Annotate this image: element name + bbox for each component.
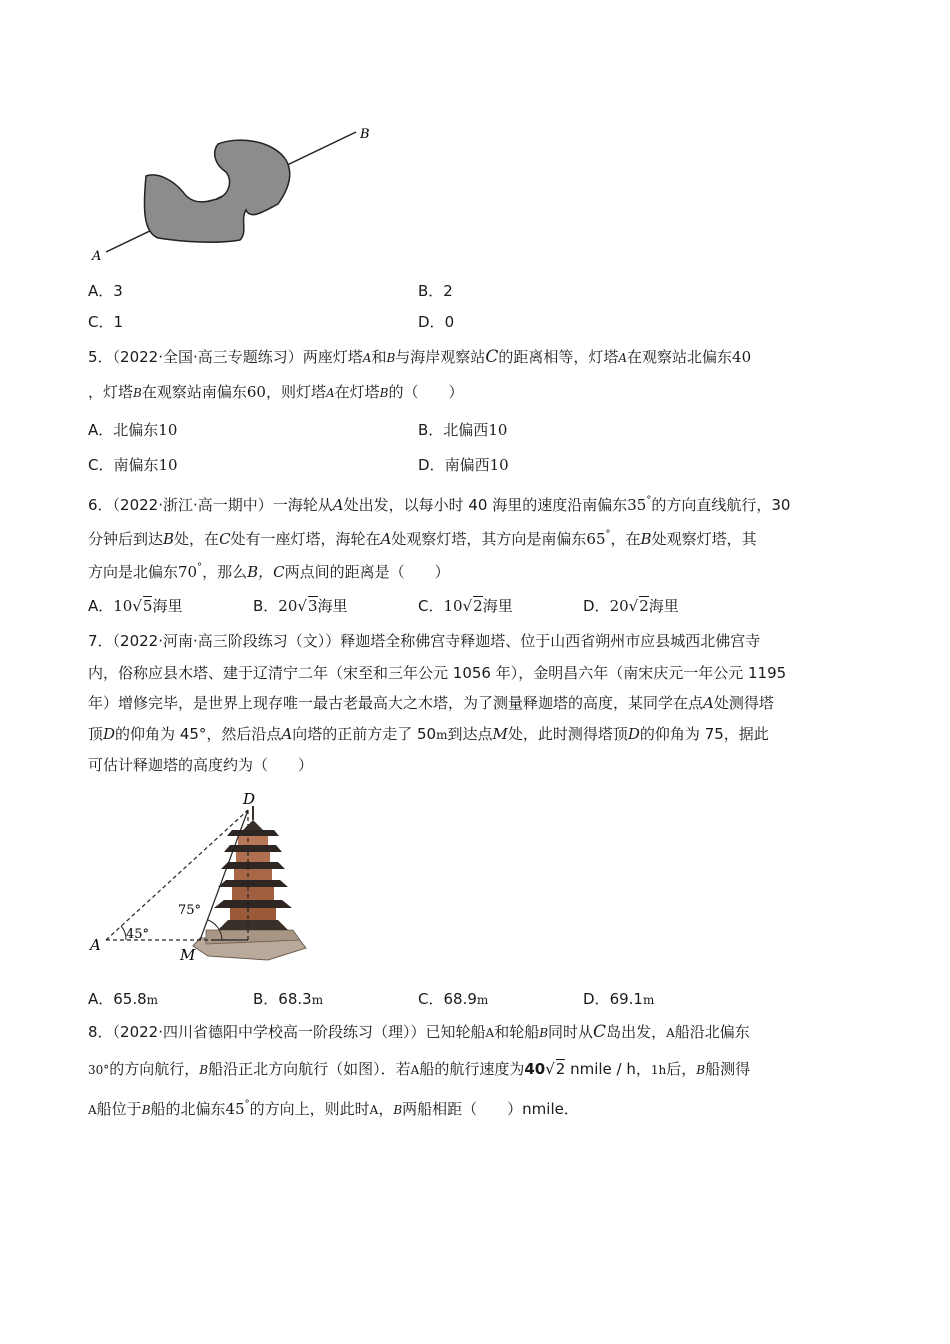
q8-line-3: A船位于B船的北偏东45°的方向上，则此时A，B两船相距（ ）nmile． (88, 1099, 579, 1118)
option-text: 0 (444, 313, 455, 331)
q7-option-c[interactable]: C．68.9m (418, 990, 489, 1008)
island-figure (88, 120, 388, 265)
pagoda-figure (88, 788, 318, 968)
q4-option-b[interactable] (418, 280, 453, 302)
q5-line-2: ，灯塔B在观察站南偏东60，则灯塔A在灯塔B的（ ） (88, 383, 464, 401)
q6-option-b[interactable]: B．20√3海里 (253, 597, 348, 615)
q5-line-1: 5．（2022·全国·高三专题练习）两座灯塔A和B与海岸观察站C的距离相等，灯塔A在观察站北偏东40 (88, 347, 752, 367)
q8-line-2: 30°的方向航行，B船沿正北方向航行（如图）．若A船的航行速度为40√2 nmile / h，1h后，B船测得 (88, 1060, 751, 1078)
q7-line-4: 顶D的仰角为 45°，然后沿点A向塔的正前方走了 50m到达点M处，此时测得塔顶D的仰角为 75，据此 (88, 725, 769, 743)
island-shape (144, 140, 289, 242)
q5-option-a[interactable]: A．北偏东10 (88, 421, 178, 439)
q6-option-c[interactable]: C．10√2海里 (418, 597, 513, 615)
q4-option-a[interactable] (88, 280, 123, 302)
option-text: 3 (113, 282, 123, 300)
q7-line-2: 内，俗称应县木塔、建于辽清宁二年（宋至和三年公元 1056 年），金明昌六年（南宋庆元一年公元 1195 (88, 664, 787, 682)
fig-angle-45: 45° (126, 927, 150, 942)
pagoda-tiers (214, 806, 292, 930)
q7-option-b[interactable]: B．68.3m (253, 990, 324, 1008)
q7-line-1: 7．（2022·河南·高三阶段练习（文））释迦塔全称佛宫寺释迦塔、位于山西省朔州市应县城西北佛宫寺 (88, 632, 761, 650)
fig-label-d: D (243, 790, 256, 808)
option-text: 2 (443, 282, 453, 300)
q7-option-a[interactable]: A．65.8m (88, 990, 159, 1008)
q6-option-d[interactable]: D．20√2海里 (583, 597, 679, 615)
q7-line-5: 可估计释迦塔的高度约为（ ） (88, 756, 314, 774)
q4-option-c[interactable] (88, 311, 123, 333)
q6-option-a[interactable]: A．10√5海里 (88, 597, 183, 615)
fig-label-m: M (180, 946, 196, 964)
option-letter: B． (418, 282, 444, 300)
q5-option-d[interactable]: D．南偏西10 (418, 456, 509, 474)
q8-line-1: 8．（2022·四川省德阳中学校高一阶段练习（理））已知轮船A和轮船B同时从C岛出发，A船沿北偏东 (88, 1022, 750, 1042)
q7-line-3: 年）增修完毕，是世界上现存唯一最古老最高大之木塔，为了测量释迦塔的高度，某同学在点A处测得塔 (88, 694, 774, 712)
q6-line-2: 分钟后到达B处，在C处有一座灯塔，海轮在A处观察灯塔，其方向是南偏东65°，在B处观察灯塔，其 (88, 529, 757, 548)
q5-option-b[interactable]: B．北偏西10 (418, 421, 508, 439)
label-b: B (360, 127, 370, 142)
fig-label-a: A (90, 936, 101, 954)
q4-option-d[interactable] (418, 311, 454, 333)
option-letter: A． (88, 282, 114, 300)
option-letter: D． (418, 313, 445, 331)
q6-line-3: 方向是北偏东70°，那么B，C两点间的距离是（ ） (88, 562, 450, 581)
option-text: 1 (113, 313, 124, 331)
q6-line-1: 6．（2022·浙江·高一期中）一海轮从A处出发，以每小时 40 海里的速度沿南偏东35°的方向直线航行，30 (88, 495, 791, 514)
option-letter: C． (88, 313, 114, 331)
fig-angle-75: 75° (178, 903, 202, 918)
label-a: A (92, 249, 102, 264)
q5-option-c[interactable]: C．南偏东10 (88, 456, 178, 474)
q7-option-d[interactable]: D．69.1m (583, 990, 655, 1008)
